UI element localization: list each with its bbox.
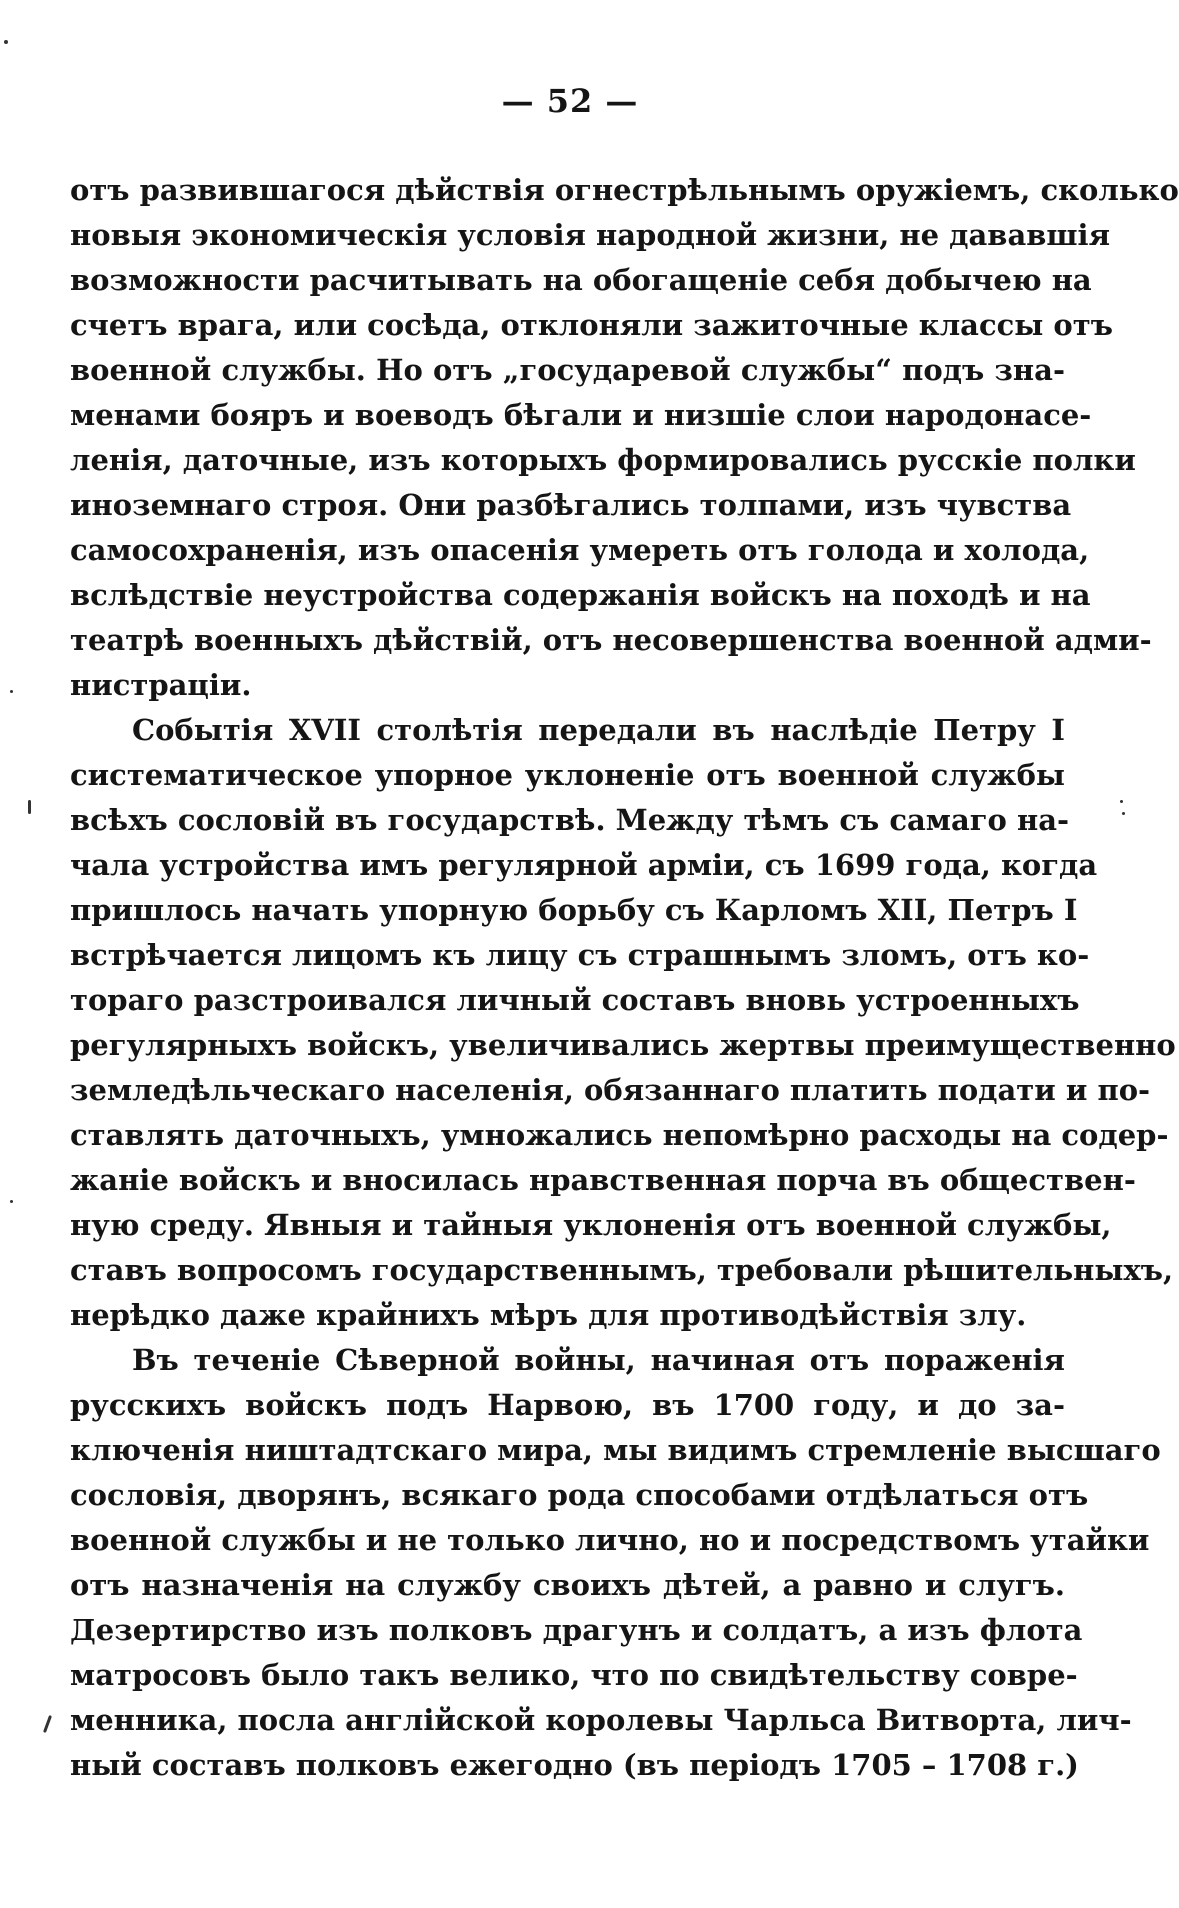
text-line: всѣхъ сословій въ государствѣ. Между тѣмъ съ самаго на-	[70, 803, 1070, 837]
text-line: ставлять даточныхъ, умножались непомѣрно расходы на содер-	[70, 1118, 1169, 1152]
text-line: матросовъ было такъ велико, что по свидѣтельству совре-	[70, 1658, 1078, 1692]
text-line: возможности расчитывать на обогащеніе себя добычею на	[70, 263, 1092, 297]
scan-speck	[10, 1200, 13, 1203]
text-line: Событія XVII столѣтія передали въ наслѣдіе Петру I	[132, 713, 1065, 747]
scan-speck	[1120, 800, 1123, 803]
text-line: встрѣчается лицомъ къ лицу съ страшнымъ зломъ, отъ ко-	[70, 938, 1090, 972]
text-line: счетъ врага, или сосѣда, отклоняли зажиточные классы отъ	[70, 308, 1113, 342]
text-line: систематическое упорное уклоненіе отъ военной службы	[70, 758, 1065, 792]
text-line: жаніе войскъ и вносилась нравственная порча въ обществен-	[70, 1163, 1136, 1197]
text-line: Въ теченіе Сѣверной войны, начиная отъ пораженія	[132, 1343, 1065, 1377]
text-line: новыя экономическія условія народной жизни, не дававшія	[70, 218, 1110, 252]
text-line: ставъ вопросомъ государственнымъ, требовали рѣшительныхъ,	[70, 1253, 1174, 1287]
scan-speck	[43, 1715, 52, 1733]
text-line: отъ назначенія на службу своихъ дѣтей, а равно и слугъ.	[70, 1568, 1065, 1602]
text-line: военной службы. Но отъ „государевой службы“ подъ зна-	[70, 353, 1065, 387]
paragraph-1	[70, 168, 1179, 708]
page-number: — 52 —	[501, 82, 639, 120]
scan-speck	[10, 690, 13, 693]
text-line: чала устройства имъ регулярной арміи, съ 1699 года, когда	[70, 848, 1098, 882]
text-line: ключенія ништадтскаго мира, мы видимъ стремленіе высшаго	[70, 1433, 1161, 1467]
text-line: нистраціи.	[70, 668, 252, 702]
text-line: вслѣдствіе неустройства содержанія войскъ на походѣ и на	[70, 578, 1091, 612]
text-line: ный составъ полковъ ежегодно (въ періодъ 1705 – 1708 г.)	[70, 1748, 1079, 1782]
paragraph-2	[70, 708, 1176, 1338]
scan-speck	[1122, 812, 1125, 815]
scan-speck	[28, 800, 31, 814]
text-line: иноземнаго строя. Они разбѣгались толпами, изъ чувства	[70, 488, 1072, 522]
text-line: русскихъ войскъ подъ Нарвою, въ 1700 году, и до за-	[70, 1388, 1065, 1422]
text-line: менами бояръ и воеводъ бѣгали и низшіе слои народонасе-	[70, 398, 1092, 432]
text-line: ленія, даточные, изъ которыхъ формировались русскіе полки	[70, 443, 1136, 477]
text-line: менника, посла англійской королевы Чарльса Витворта, лич-	[70, 1703, 1132, 1737]
paragraph-3	[70, 1338, 1161, 1788]
text-line: Дезертирство изъ полковъ драгунъ и солдатъ, а изъ флота	[70, 1613, 1083, 1647]
text-line: земледѣльческаго населенія, обязаннаго платить подати и по-	[70, 1073, 1151, 1107]
text-line: пришлось начать упорную борьбу съ Карломъ XII, Петръ I	[70, 893, 1078, 927]
text-line: нерѣдко даже крайнихъ мѣръ для противодѣйствія злу.	[70, 1298, 1027, 1332]
scan-speck	[4, 40, 8, 44]
text-line: театрѣ военныхъ дѣйствій, отъ несовершенства военной адми-	[70, 623, 1152, 657]
text-line: тораго разстроивался личный составъ вновь устроенныхъ	[70, 983, 1080, 1017]
text-line: ную среду. Явныя и тайныя уклоненія отъ военной службы,	[70, 1208, 1112, 1242]
text-line: военной службы и не только лично, но и посредствомъ утайки	[70, 1523, 1150, 1557]
text-line: сословія, дворянъ, всякаго рода способами отдѣлаться отъ	[70, 1478, 1089, 1512]
text-line: отъ развившагося дѣйствія огнестрѣльнымъ оружіемъ, сколько	[70, 173, 1179, 207]
text-line: регулярныхъ войскъ, увеличивались жертвы преимущественно	[70, 1028, 1176, 1062]
body-text	[70, 168, 1179, 1788]
text-line: самосохраненія, изъ опасенія умереть отъ голода и холода,	[70, 533, 1090, 567]
